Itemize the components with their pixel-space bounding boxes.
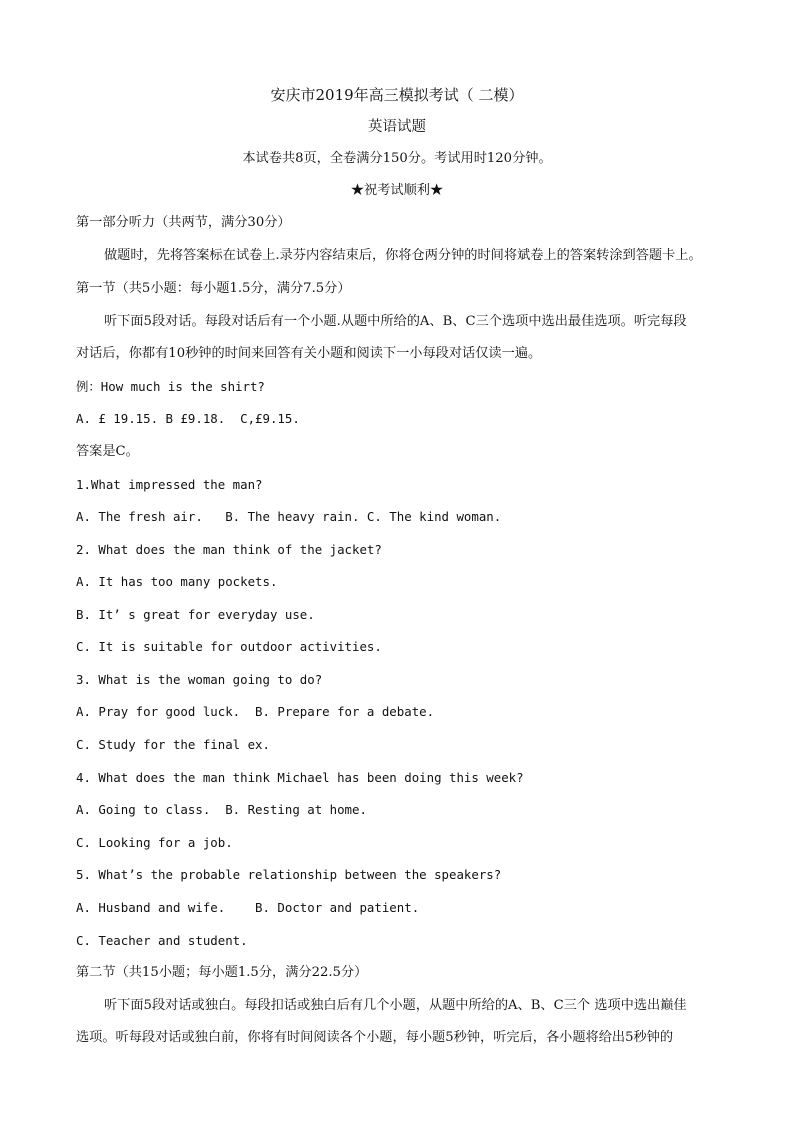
exam-subject: 英语试题 — [368, 119, 426, 135]
section1-instruction-line2: 对话后，你都有10秒钟的时间来回答有关小题和阅读下一小每段对话仅读一遍。 — [76, 346, 542, 361]
part1-heading: 第一部分听力（共两节，满分30分） — [76, 215, 291, 230]
question-2-option-c: C. It is suitable for outdoor activities. — [76, 639, 382, 654]
question-3: 3. What is the woman going to do? — [76, 672, 323, 687]
question-1: 1.What impressed the man? — [76, 477, 263, 492]
question-3-options-ab: A. Pray for good luck. B. Prepare for a debate. — [76, 704, 435, 719]
example-question: 例：How much is the shirt? — [76, 379, 265, 394]
exam-info: 本试卷共8页，全卷满分150分。考试用时120分钟。 — [242, 151, 552, 166]
section1-instruction-line1: 听下面5段对话。每段对话后有一个小题.从题中所给的A、B、C三个选项中选出最佳选项。听完每段 — [104, 314, 687, 329]
question-4-options-ab: A. Going to class. B. Resting at home. — [76, 802, 367, 817]
section2-instruction-line2: 选项。听每段对话或独白前，你将有时间阅读各个小题，每小题5秒钟，听完后，各小题将给出5秒钟的 — [76, 1030, 674, 1045]
example-answer: 答案是C。 — [76, 444, 139, 459]
question-5-option-c: C. Teacher and student. — [76, 933, 248, 948]
question-1-options: A. The fresh air. B. The heavy rain. C. The kind woman. — [76, 509, 502, 524]
question-5-options-ab: A. Husband and wife. B. Doctor and patient. — [76, 900, 420, 915]
exam-wish: ★祝考试顺利★ — [350, 183, 444, 198]
part1-instruction: 做题时，先将答案标在试卷上.录芬内容结束后，你将仓两分钟的时间将斌卷上的答案转涂到答题卡上。 — [104, 248, 702, 263]
question-4-option-c: C. Looking for a job. — [76, 835, 233, 850]
question-3-option-c: C. Study for the final ex. — [76, 737, 270, 752]
section2-instruction-line1: 听下面5段对话或独白。每段扣话或独白后有几个小题，从题中所给的A、B、C三个 选项中选出巅佳 — [104, 998, 687, 1013]
question-2: 2. What does the man think of the jacket? — [76, 542, 382, 557]
section1-heading: 第一节（共5小题：每小题1.5分，满分7.5分） — [76, 281, 351, 296]
question-2-option-a: A. It has too many pockets. — [76, 574, 278, 589]
question-2-option-b: B. It’ s great for everyday use. — [76, 607, 315, 622]
example-options: A. £ 19.15. B £9.18. C,£9.15. — [76, 411, 300, 426]
exam-title: 安庆市2019年高三模拟考试（ 二模） — [270, 86, 524, 104]
section2-heading: 第二节（共15小题；每小题1.5分，满分22.5分） — [76, 965, 368, 980]
question-4: 4. What does the man think Michael has been doing this week? — [76, 770, 524, 785]
question-5: 5. What’s the probable relationship between the speakers? — [76, 867, 502, 882]
